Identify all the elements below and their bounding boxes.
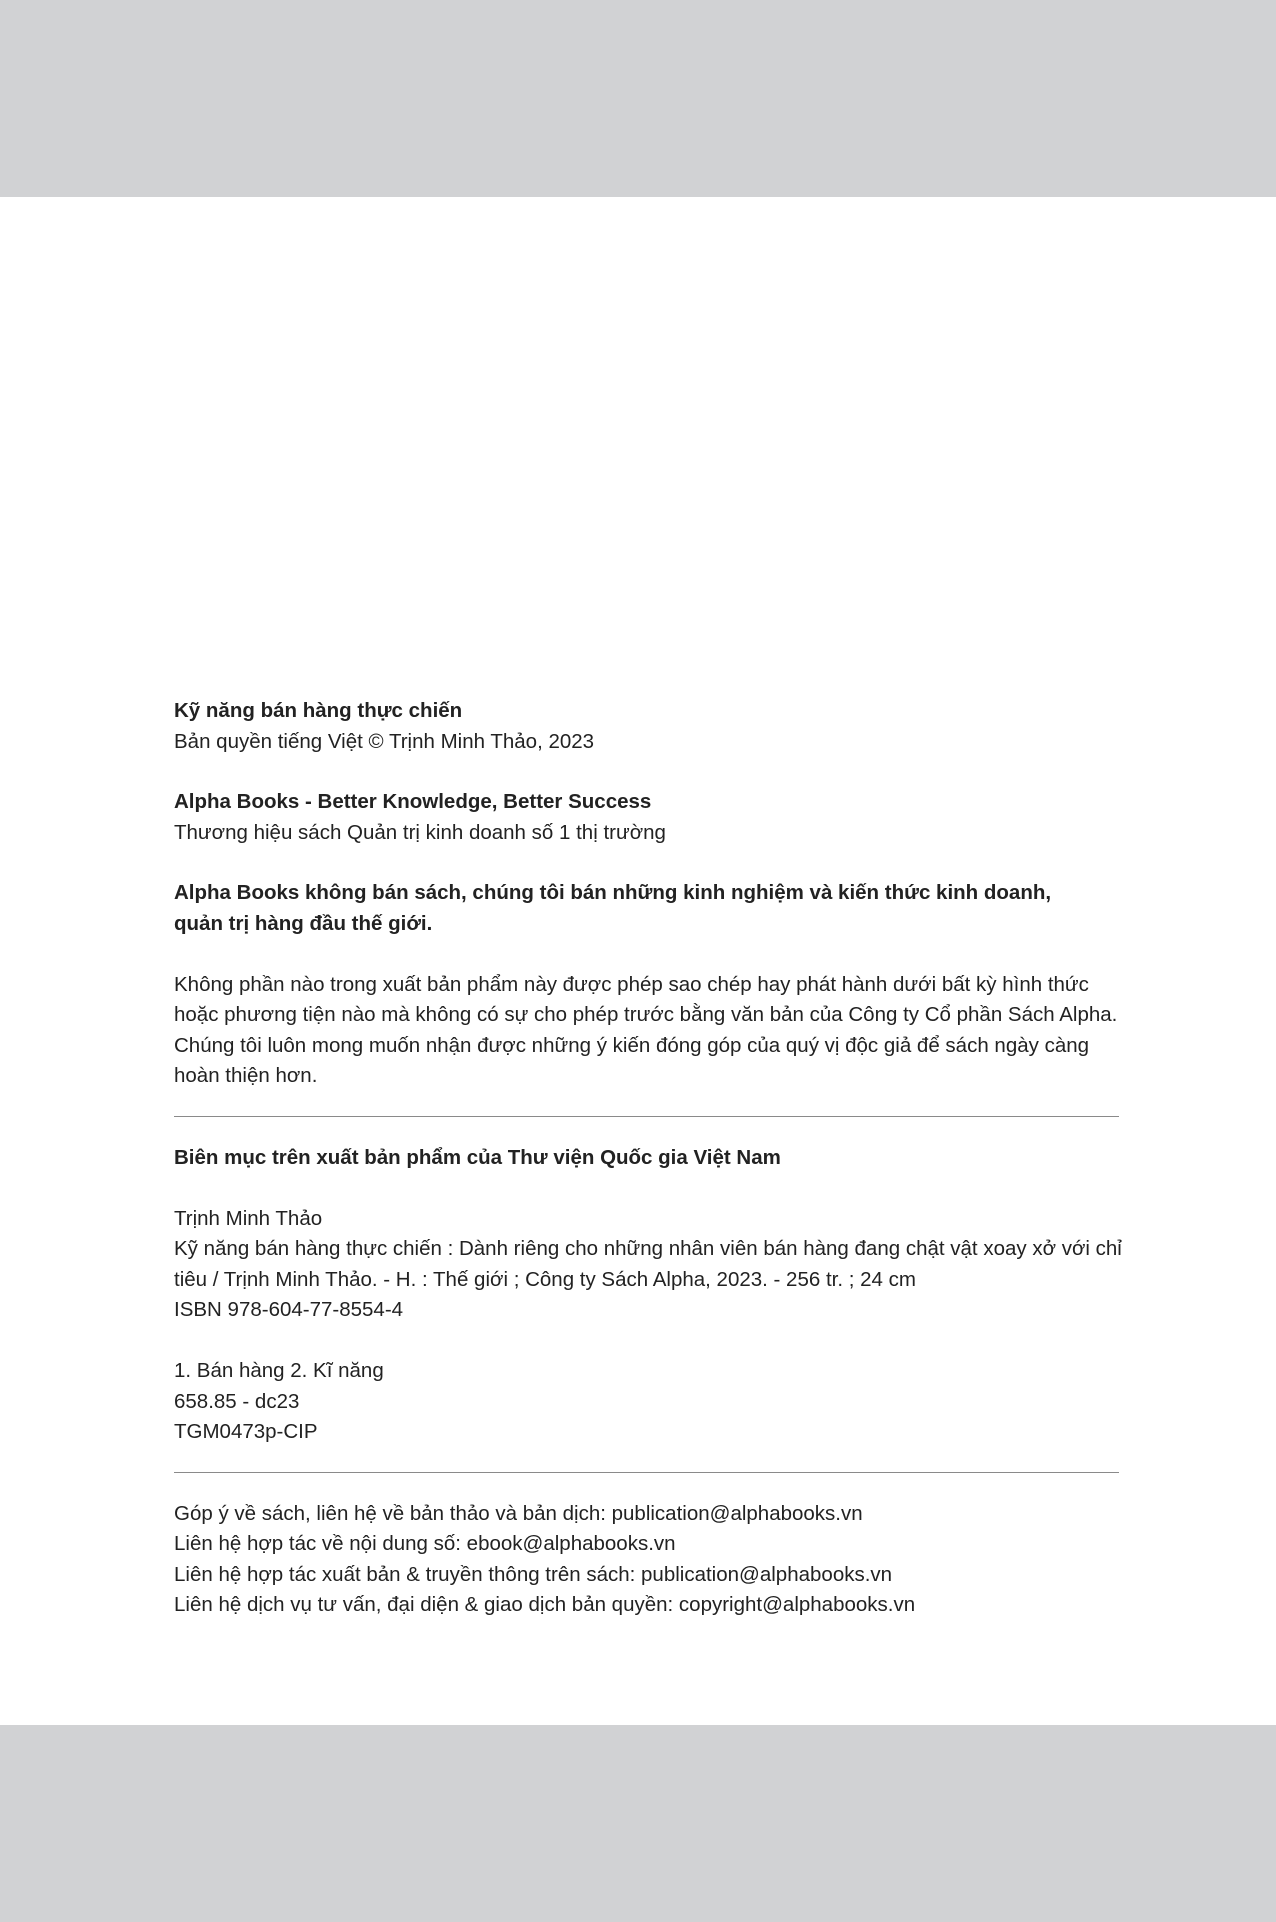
cip-description-line-2: tiêu / Trịnh Minh Thảo. - H. : Thế giới ; Công ty Sách Alpha, 2023. - 256 tr. ; 24 cm <box>174 1267 916 1291</box>
contact-line-1: Góp ý về sách, liên hệ về bản thảo và bản dịch: publication@alphabooks.vn <box>174 1501 863 1525</box>
brand-motto-line-1: Alpha Books không bán sách, chúng tôi bán những kinh nghiệm và kiến thức kinh doanh, <box>174 881 1052 905</box>
bottom-gray-band <box>0 1725 1276 1922</box>
contact-line-3: Liên hệ hợp tác xuất bản & truyền thông trên sách: publication@alphabooks.vn <box>174 1562 893 1586</box>
contact-line-4: Liên hệ dịch vụ tư vấn, đại diện & giao dịch bản quyền: copyright@alphabooks.vn <box>174 1593 916 1617</box>
top-gray-band <box>0 0 1276 197</box>
cip-heading: Biên mục trên xuất bản phẩm của Thư viện Quốc gia Việt Nam <box>174 1145 781 1169</box>
copyright-line: Bản quyền tiếng Việt © Trịnh Minh Thảo, 2023 <box>174 729 595 753</box>
copyright-page-content <box>174 696 1122 1621</box>
cip-author: Trịnh Minh Thảo <box>174 1206 323 1230</box>
cip-description-line-1: Kỹ năng bán hàng thực chiến : Dành riêng cho những nhân viên bán hàng đang chật vật xoay xở với chỉ <box>174 1237 1122 1261</box>
cip-code: TGM0473p-CIP <box>174 1420 318 1444</box>
cip-ddc: 658.85 - dc23 <box>174 1389 300 1413</box>
brand-tagline: Thương hiệu sách Quản trị kinh doanh số 1 thị trường <box>174 820 666 844</box>
notice-line-2: hoặc phương tiện nào mà không có sự cho phép trước bằng văn bản của Công ty Cổ phần Sách Alpha. <box>174 1003 1118 1027</box>
contact-line-2: Liên hệ hợp tác về nội dung số: ebook@alphabooks.vn <box>174 1532 676 1556</box>
notice-line-1: Không phần nào trong xuất bản phẩm này được phép sao chép hay phát hành dưới bất kỳ hình thức <box>174 972 1089 996</box>
brand-motto-line-2: quản trị hàng đầu thế giới. <box>174 911 433 935</box>
cip-isbn: ISBN 978-604-77-8554-4 <box>174 1298 404 1322</box>
book-title: Kỹ năng bán hàng thực chiến <box>174 699 463 722</box>
notice-line-3: Chúng tôi luôn mong muốn nhận được những ý kiến đóng góp của quý vị độc giả để sách ngày càng <box>174 1033 1090 1057</box>
cip-subjects: 1. Bán hàng 2. Kĩ năng <box>174 1358 384 1382</box>
notice-line-4: hoàn thiện hơn. <box>174 1064 318 1088</box>
brand-name: Alpha Books - Better Knowledge, Better Success <box>174 790 652 814</box>
